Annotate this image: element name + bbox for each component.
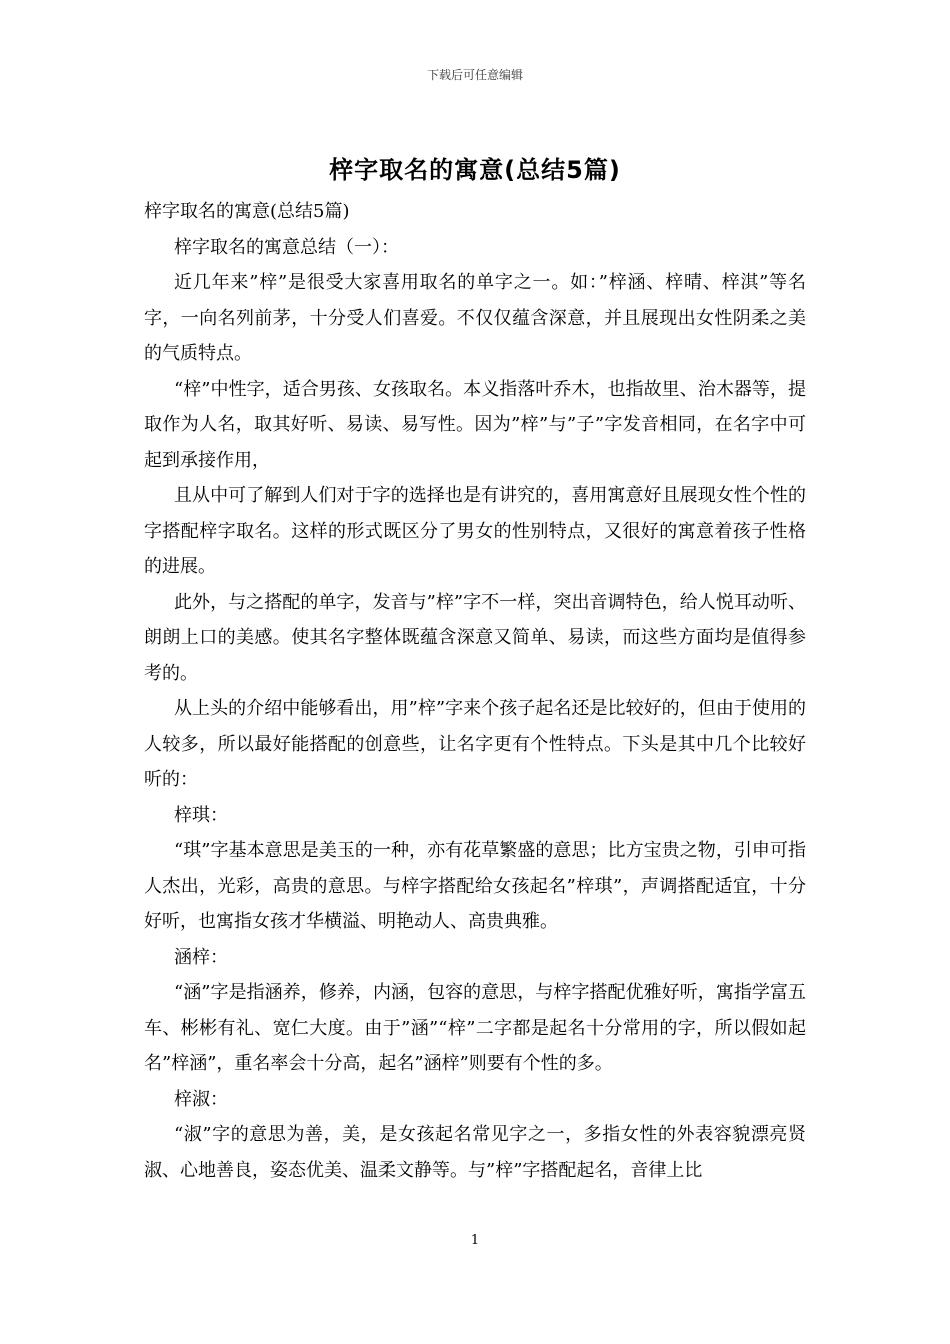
paragraph: 从上头的介绍中能够看出，用”梓”字来个孩子起名还是比较好的，但由于使用的人较多，所以最好能搭配的创意些，让名字更有个性特点。下头是其中几个比较好听的： xyxy=(144,698,806,790)
paragraph: “淑”字的意思为善，美，是女孩起名常见字之一，多指女性的外表容貌漂亮贤淑、心地善良，姿态优美、温柔文静等。与”梓”字搭配起名，音律上比 xyxy=(144,1124,806,1181)
paragraph: “涵”字是指涵养，修养，内涵，包容的意思，与梓字搭配优雅好听，寓指学富五车、彬彬有礼、宽仁大度。由于”涵”“梓”二字都是起名十分常用的字，所以假如起名”梓涵”，重名率会十分高，起名”涵梓”则要有个性的多。 xyxy=(144,982,806,1074)
page-number: 1 xyxy=(470,1233,480,1248)
document-subtitle: 梓字取名的寓意(总结5篇) xyxy=(144,201,350,222)
name-heading-hanzi: 涵梓： xyxy=(174,946,228,968)
paragraph: “梓”中性字，适合男孩、女孩取名。本义指落叶乔木，也指故里、治木器等，提取作为人名，取其好听、易读、易写性。因为”梓”与”子”字发音相同，在名字中可起到承接作用， xyxy=(144,378,806,471)
document-body xyxy=(144,194,806,1188)
page-header-note: 下载后可任意编辑 xyxy=(426,68,523,82)
section-heading: 梓字取名的寓意总结（一）： xyxy=(174,236,399,258)
paragraph: 且从中可了解到人们对于字的选择也是有讲究的，喜用寓意好且展现女性个性的字搭配梓字取名。这样的形式既区分了男女的性别特点，又很好的寓意着孩子性格的进展。 xyxy=(144,485,806,577)
name-heading-ziqi: 梓琪： xyxy=(174,804,228,826)
document-title: 梓字取名的寓意(总结5篇) xyxy=(329,156,621,184)
name-heading-zishu: 梓淑： xyxy=(174,1088,228,1110)
paragraph: “琪”字基本意思是美玉的一种，亦有花草繁盛的意思；比方宝贵之物，引申可指人杰出，光彩，高贵的意思。与梓字搭配给女孩起名”梓琪”，声调搭配适宜，十分好听，也寓指女孩才华横溢、明艳动人、高贵典雅。 xyxy=(144,840,806,932)
paragraph: 此外，与之搭配的单字，发音与”梓”字不一样，突出音调特色，给人悦耳动听、朗朗上口的美感。使其名字整体既蕴含深意又简单、易读，而这些方面均是值得参考的。 xyxy=(144,591,806,684)
paragraph: 近几年来”梓”是很受大家喜用取名的单字之一。如：”梓涵、梓晴、梓淇”等名字，一向名列前茅，十分受人们喜爱。不仅仅蕴含深意，并且展现出女性阴柔之美的气质特点。 xyxy=(144,272,806,364)
